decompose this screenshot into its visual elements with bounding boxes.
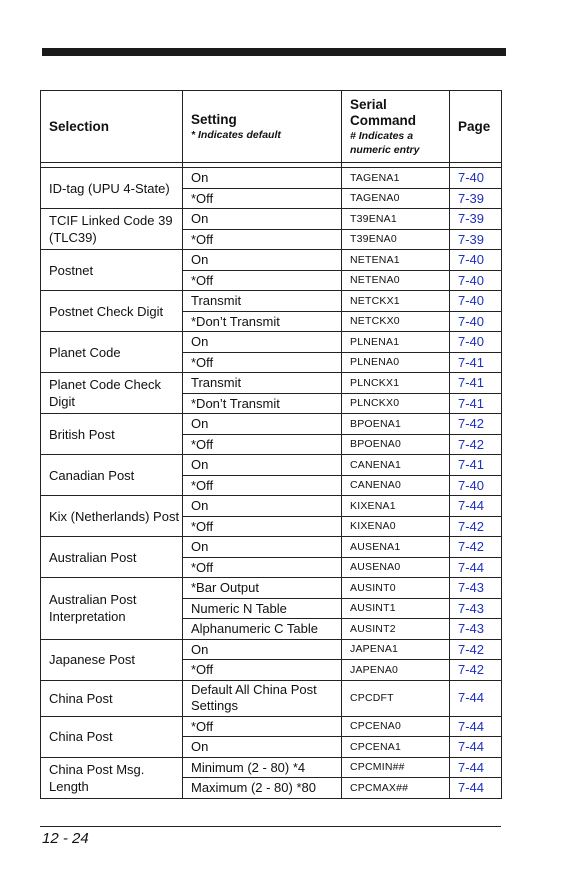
table-header bbox=[41, 91, 502, 163]
selection-cell: Planet Code Check Digit bbox=[41, 373, 183, 414]
setting-cell: *Don’t Transmit bbox=[183, 393, 342, 414]
setting-cell: *Off bbox=[183, 660, 342, 681]
command-cell: AUSINT2 bbox=[342, 619, 450, 640]
table-row bbox=[41, 757, 502, 778]
setting-cell: *Off bbox=[183, 475, 342, 496]
selection-cell: Canadian Post bbox=[41, 455, 183, 496]
setting-cell: Numeric N Table bbox=[183, 598, 342, 619]
command-cell: JAPENA1 bbox=[342, 639, 450, 660]
setting-cell: Transmit bbox=[183, 373, 342, 394]
command-cell: CPCENA0 bbox=[342, 716, 450, 737]
table-row bbox=[41, 639, 502, 660]
selection-cell: China Post Msg. Length bbox=[41, 757, 183, 798]
page-link[interactable]: 7-44 bbox=[450, 557, 502, 578]
page-link[interactable]: 7-43 bbox=[450, 619, 502, 640]
command-cell: NETCKX1 bbox=[342, 291, 450, 312]
page-link[interactable]: 7-44 bbox=[450, 680, 502, 716]
header-selection: Selection bbox=[41, 91, 183, 163]
page-link[interactable]: 7-41 bbox=[450, 455, 502, 476]
setting-cell: On bbox=[183, 496, 342, 517]
setting-cell: *Off bbox=[183, 434, 342, 455]
setting-cell: On bbox=[183, 250, 342, 271]
table-row bbox=[41, 496, 502, 517]
page-link[interactable]: 7-43 bbox=[450, 578, 502, 599]
command-cell: NETENA0 bbox=[342, 270, 450, 291]
page-link[interactable]: 7-42 bbox=[450, 414, 502, 435]
table-row bbox=[41, 373, 502, 394]
page-link[interactable]: 7-44 bbox=[450, 737, 502, 758]
header-command: Serial Command # Indicates a numeric entry bbox=[342, 91, 450, 163]
table-body bbox=[41, 168, 502, 799]
settings-table bbox=[40, 90, 502, 799]
selection-cell: Postnet bbox=[41, 250, 183, 291]
table-row bbox=[41, 537, 502, 558]
page-link[interactable]: 7-41 bbox=[450, 352, 502, 373]
page-link[interactable]: 7-40 bbox=[450, 168, 502, 189]
command-cell: PLNENA0 bbox=[342, 352, 450, 373]
setting-cell: Minimum (2 - 80) *4 bbox=[183, 757, 342, 778]
command-cell: NETCKX0 bbox=[342, 311, 450, 332]
command-cell: T39ENA0 bbox=[342, 229, 450, 250]
setting-cell: On bbox=[183, 737, 342, 758]
page-link[interactable]: 7-42 bbox=[450, 516, 502, 537]
selection-cell: Australian Post Interpretation bbox=[41, 578, 183, 640]
command-cell: AUSENA0 bbox=[342, 557, 450, 578]
selection-cell: ID-tag (UPU 4-State) bbox=[41, 168, 183, 209]
selection-cell: Planet Code bbox=[41, 332, 183, 373]
command-cell: PLNENA1 bbox=[342, 332, 450, 353]
setting-cell: *Off bbox=[183, 557, 342, 578]
setting-cell: On bbox=[183, 168, 342, 189]
header-page: Page bbox=[450, 91, 502, 163]
command-cell: JAPENA0 bbox=[342, 660, 450, 681]
bottom-rule bbox=[40, 826, 501, 827]
table-row bbox=[41, 414, 502, 435]
header-command-note: # Indicates a numeric entry bbox=[350, 129, 420, 156]
setting-cell: On bbox=[183, 209, 342, 230]
table-row bbox=[41, 332, 502, 353]
header-setting-note: * Indicates default bbox=[191, 128, 281, 141]
page-link[interactable]: 7-42 bbox=[450, 537, 502, 558]
setting-cell: *Off bbox=[183, 188, 342, 209]
setting-cell: *Bar Output bbox=[183, 578, 342, 599]
table-row bbox=[41, 716, 502, 737]
top-rule bbox=[42, 48, 506, 56]
setting-cell: On bbox=[183, 455, 342, 476]
table-row bbox=[41, 578, 502, 599]
header-setting: Setting * Indicates default bbox=[183, 91, 342, 163]
selection-cell: Japanese Post bbox=[41, 639, 183, 680]
setting-cell: *Off bbox=[183, 352, 342, 373]
setting-cell: *Off bbox=[183, 229, 342, 250]
command-cell: TAGENA0 bbox=[342, 188, 450, 209]
selection-cell: British Post bbox=[41, 414, 183, 455]
page-link[interactable]: 7-44 bbox=[450, 716, 502, 737]
page-number: 12 - 24 bbox=[42, 830, 89, 847]
page-link[interactable]: 7-40 bbox=[450, 250, 502, 271]
command-cell: KIXENA1 bbox=[342, 496, 450, 517]
table-row bbox=[41, 291, 502, 312]
page-link[interactable]: 7-39 bbox=[450, 209, 502, 230]
command-cell: TAGENA1 bbox=[342, 168, 450, 189]
command-cell: CANENA1 bbox=[342, 455, 450, 476]
command-cell: BPOENA1 bbox=[342, 414, 450, 435]
page-link[interactable]: 7-40 bbox=[450, 311, 502, 332]
page-link[interactable]: 7-40 bbox=[450, 291, 502, 312]
command-cell: PLNCKX1 bbox=[342, 373, 450, 394]
table-row bbox=[41, 209, 502, 230]
setting-cell: Maximum (2 - 80) *80 bbox=[183, 778, 342, 799]
command-cell: CPCMIN## bbox=[342, 757, 450, 778]
page-link[interactable]: 7-40 bbox=[450, 332, 502, 353]
page-link[interactable]: 7-40 bbox=[450, 270, 502, 291]
setting-cell: *Off bbox=[183, 516, 342, 537]
page-link[interactable]: 7-40 bbox=[450, 475, 502, 496]
table-row bbox=[41, 455, 502, 476]
command-cell: T39ENA1 bbox=[342, 209, 450, 230]
selection-cell: Australian Post bbox=[41, 537, 183, 578]
command-cell: CANENA0 bbox=[342, 475, 450, 496]
page-link[interactable]: 7-39 bbox=[450, 188, 502, 209]
selection-cell: Kix (Netherlands) Post bbox=[41, 496, 183, 537]
command-cell: KIXENA0 bbox=[342, 516, 450, 537]
page-link[interactable]: 7-44 bbox=[450, 757, 502, 778]
selection-cell: China Post bbox=[41, 680, 183, 716]
page-link[interactable]: 7-43 bbox=[450, 598, 502, 619]
selection-cell: Postnet Check Digit bbox=[41, 291, 183, 332]
page-link[interactable]: 7-42 bbox=[450, 639, 502, 660]
command-cell: PLNCKX0 bbox=[342, 393, 450, 414]
command-cell: BPOENA0 bbox=[342, 434, 450, 455]
setting-cell: On bbox=[183, 332, 342, 353]
command-cell: AUSINT1 bbox=[342, 598, 450, 619]
page-link[interactable]: 7-39 bbox=[450, 229, 502, 250]
setting-cell: *Don’t Transmit bbox=[183, 311, 342, 332]
page-link[interactable]: 7-42 bbox=[450, 660, 502, 681]
selection-cell: TCIF Linked Code 39 (TLC39) bbox=[41, 209, 183, 250]
table-row bbox=[41, 680, 502, 716]
setting-cell: *Off bbox=[183, 270, 342, 291]
table-row bbox=[41, 250, 502, 271]
setting-cell: Transmit bbox=[183, 291, 342, 312]
command-cell: AUSENA1 bbox=[342, 537, 450, 558]
page-link[interactable]: 7-41 bbox=[450, 373, 502, 394]
command-cell: CPCDFT bbox=[342, 680, 450, 716]
selection-cell: China Post bbox=[41, 716, 183, 757]
setting-cell: Alphanumeric C Table bbox=[183, 619, 342, 640]
setting-cell: On bbox=[183, 639, 342, 660]
setting-cell: On bbox=[183, 537, 342, 558]
command-cell: NETENA1 bbox=[342, 250, 450, 271]
command-cell: CPCMAX## bbox=[342, 778, 450, 799]
command-cell: CPCENA1 bbox=[342, 737, 450, 758]
page-link[interactable]: 7-41 bbox=[450, 393, 502, 414]
page-link[interactable]: 7-44 bbox=[450, 496, 502, 517]
command-cell: AUSINT0 bbox=[342, 578, 450, 599]
table-row bbox=[41, 168, 502, 189]
setting-cell: Default All China Post Settings bbox=[183, 680, 342, 716]
page-link[interactable]: 7-42 bbox=[450, 434, 502, 455]
setting-cell: *Off bbox=[183, 716, 342, 737]
page-link[interactable]: 7-44 bbox=[450, 778, 502, 799]
setting-cell: On bbox=[183, 414, 342, 435]
